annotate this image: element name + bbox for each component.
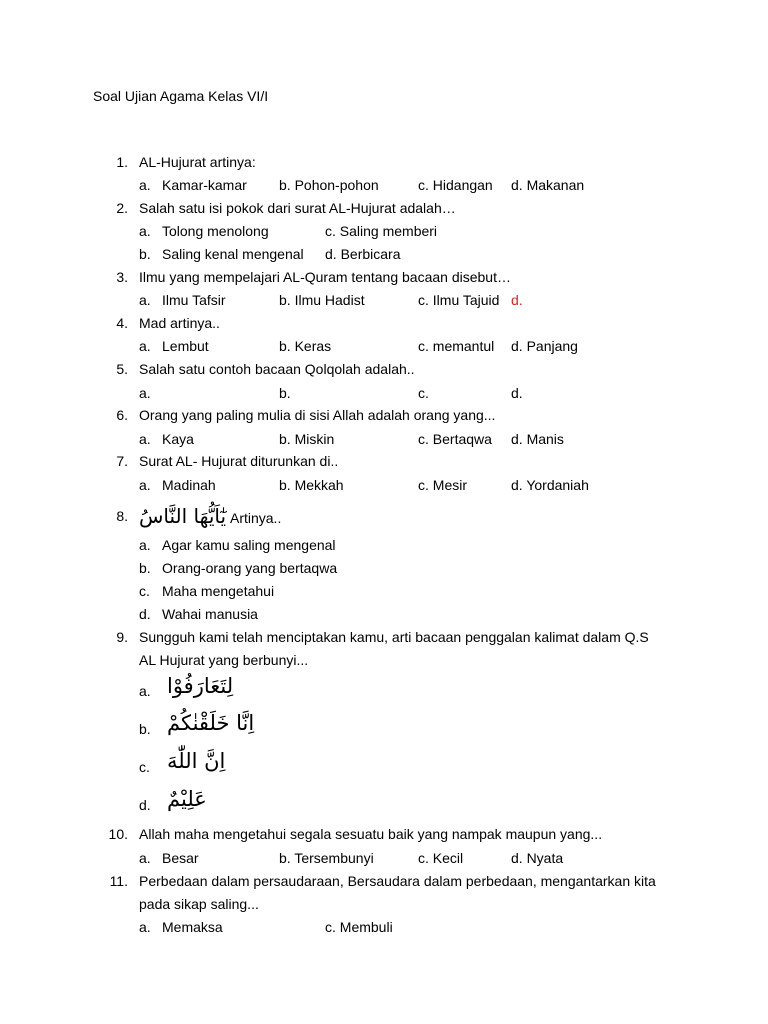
question-number: 4. (116, 315, 128, 331)
question-number: 5. (116, 361, 128, 377)
option-d: d. (511, 385, 523, 401)
option-b: b. Pohon-pohon (279, 177, 379, 193)
option-d: d. Berbicara (325, 246, 401, 262)
option-c: c. (139, 759, 150, 775)
question-text: يٰٓاَيُّهَا النَّاسُ Artinya.. (139, 504, 282, 528)
question-text: Orang yang paling mulia di sisi Allah adalah orang yang... (139, 407, 496, 423)
option-d: d. (511, 292, 523, 308)
option-d: d. (139, 797, 151, 813)
question-text: pada sikap saling... (139, 896, 259, 912)
question-number: 1. (116, 154, 128, 170)
option-d: d. Nyata (511, 850, 564, 866)
question-text: Ilmu yang mempelajari AL-Quram tentang bacaan disebut… (139, 269, 511, 285)
option-b-arabic: اِنَّا خَلَقْنٰكُمْ (167, 711, 255, 735)
question-text: Perbedaan dalam persaudaraan, Bersaudara dalam perbedaan, mengantarkan kita (139, 873, 656, 889)
option-c: c. Saling memberi (325, 223, 438, 239)
option-c: c. Bertaqwa (418, 431, 492, 447)
question-text: Salah satu isi pokok dari surat AL-Hujurat adalah… (139, 200, 456, 216)
option-d: d. Manis (511, 431, 564, 447)
question-number: 3. (116, 269, 128, 285)
option-a-arabic: لِتَعَارَفُوْا (167, 674, 234, 698)
option-d: d. Panjang (511, 338, 578, 354)
question-text: Surat AL- Hujurat diturunkan di.. (139, 453, 339, 469)
question-number: 8. (116, 508, 128, 524)
question-number: 6. (116, 407, 128, 423)
option-c: c. Hidangan (418, 177, 493, 193)
option-b: b. Miskin (279, 431, 335, 447)
option-b: b. (279, 385, 291, 401)
question-number: 10. (108, 826, 128, 842)
option-c: c. memantul (418, 338, 495, 354)
option-c: c. (418, 385, 429, 401)
question-number: 2. (116, 200, 128, 216)
option-c: c. Membuli (325, 919, 393, 935)
option-b: b. Tersembunyi (279, 850, 374, 866)
question-text: AL-Hujurat artinya: (139, 154, 256, 170)
document-page: Soal Ujian Agama Kelas VI/I 1. AL-Hujurat artinya: a. Kamar-kamar b. Pohon-pohon c. Hidangan d. Makanan 2. Salah satu isi pokok dari surat AL-Hujurat adalah… a. Tolong menolong c. Saling memberi b. Saling kenal mengenal d. Berbicara 3. Ilmu yang mempelajari AL-Quram tentang bacaan disebut… a. Ilmu Tafsir b. Ilmu Hadist c. Ilmu Tajuid d. 4. Mad artinya.. a. Lembut b. Keras c. memantul d. Panjang 5. Salah satu contoh bacaan Qolqolah adalah.. a. b. c. d. 6. Orang yang paling mulia di sisi Allah adalah orang yang... a. Kaya b. Miskin c. Bertaqwa d. Manis 7. Surat AL- Hujurat diturunkan di.. a. Madinah b. Mekkah c. Mesir d. Yordaniah 8. يٰٓاَيُّهَا النَّاسُ Artinya.. a. Agar kamu saling mengenal b. Orang-orang yang bertaqwa c. Maha mengetahui d. Wahai manusia 9. Sungguh kami telah menciptakan kamu, arti bacaan penggalan kalimat dalam Q.S AL Hujurat yang berbunyi... a. لِتَعَارَفُوْا b. اِنَّا خَلَقْنٰكُمْ c. اِنَّ اللّٰهَ d. عَلِيْمٌ 10. Allah maha mengetahui segala sesuatu baik yang nampak maupun yang... a. Besar b. Tersembunyi c. Kecil d. Nyata 11. Perbedaan dalam persaudaraan, Bersaudara dalam perbedaan, mengantarkan kita pada sikap saling... a. Memaksa c. Membuli (0, 0, 768, 1024)
option-d-arabic: عَلِيْمٌ (167, 787, 207, 811)
option-b: b. Ilmu Hadist (279, 292, 365, 308)
question-text: Allah maha mengetahui segala sesuatu baik yang nampak maupun yang... (139, 826, 603, 842)
document-title: Soal Ujian Agama Kelas VI/I (93, 88, 269, 104)
question-text: AL Hujurat yang berbunyi... (139, 652, 309, 668)
question-number: 11. (109, 873, 128, 889)
question-number: 9. (116, 629, 128, 645)
option-c: c. Ilmu Tajuid (418, 292, 500, 308)
option-b: b. (139, 721, 151, 737)
option-a: a. (139, 683, 151, 699)
option-b: b. Mekkah (279, 477, 344, 493)
question-number: 7. (116, 453, 128, 469)
arabic-phrase: يٰٓاَيُّهَا النَّاسُ (139, 504, 227, 528)
question-text: Sungguh kami telah menciptakan kamu, arti bacaan penggalan kalimat dalam Q.S (139, 629, 649, 645)
option-c: c. Kecil (418, 850, 464, 866)
question-text: Salah satu contoh bacaan Qolqolah adalah.. (139, 361, 415, 377)
question-text: Mad artinya.. (139, 315, 220, 331)
option-d: d. Yordaniah (511, 477, 589, 493)
option-b: b. Keras (279, 338, 332, 354)
option-d: d. Makanan (511, 177, 585, 193)
option-c-arabic: اِنَّ اللّٰهَ (167, 749, 226, 773)
option-c: c. Mesir (418, 477, 467, 493)
